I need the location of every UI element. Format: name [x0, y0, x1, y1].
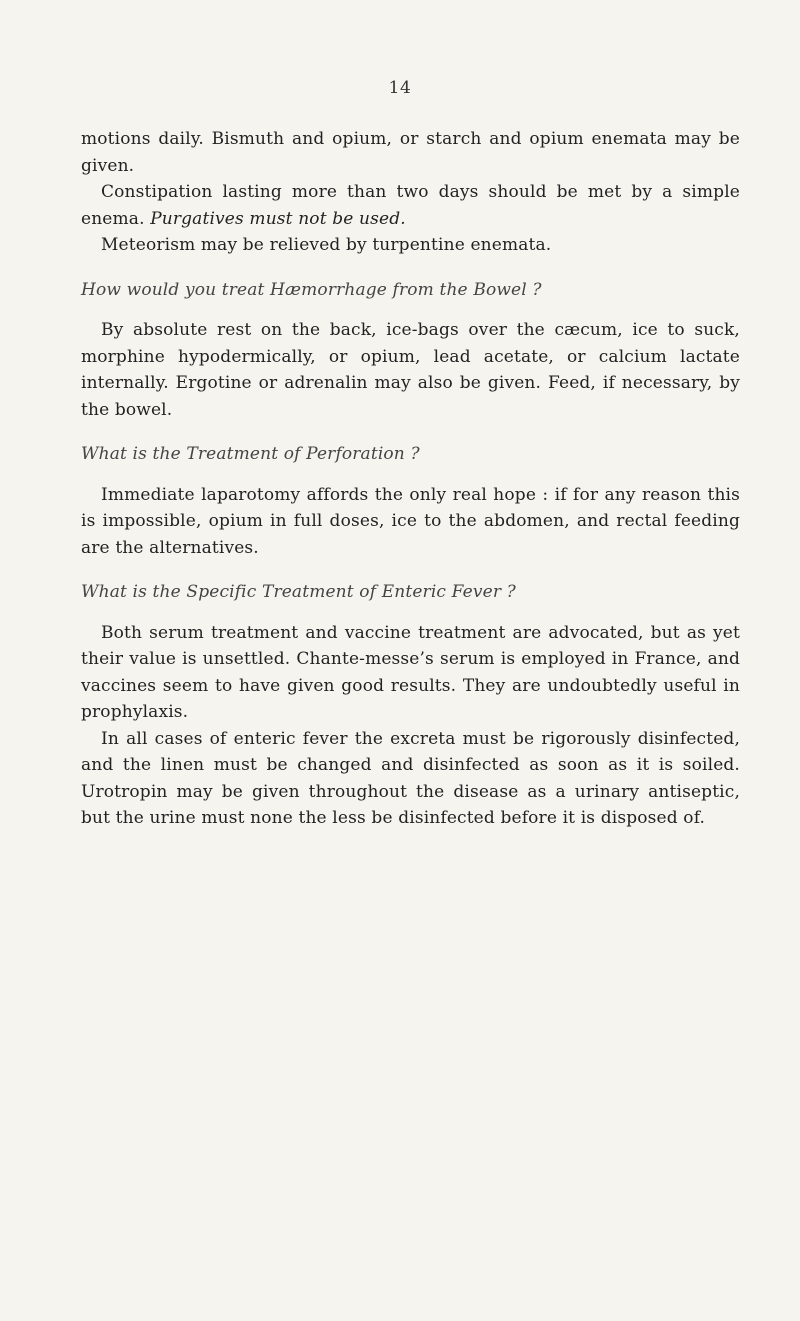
- question-perforation: What is the Treatment of Perforation ?: [81, 444, 420, 464]
- constipation-text: Constipation lasting more than two days should be met by a simple enema.: [81, 182, 740, 229]
- intro-paragraph-1: motions daily. Bismuth and opium, or starch and opium enemata may be given.: [81, 129, 740, 176]
- answer-haemorrhage: By absolute rest on the back, ice-bags over the cæcum, ice to suck, morphine hypodermically, or opium, lead acetate, or calcium lactate internally. Ergotine or adrenalin may also be given. Feed, if necessary, by the bowel.: [81, 320, 740, 420]
- answer-perforation: Immediate laparotomy affords the only real hope : if for any reason this is impossible, opium in full doses, ice to the abdomen, and rectal feeding are the alternatives.: [81, 484, 740, 558]
- section-haemorrhage: [81, 277, 740, 424]
- answer-specific-treatment: Both serum treatment and vaccine treatment are advocated, but as yet their value is unsettled. Chante-messe’s serum is employed in France, and vaccines seem to have given good results. They are undoubtedly useful in prophylaxis.: [81, 622, 740, 722]
- section-perforation: [81, 441, 740, 561]
- question-specific-treatment: What is the Specific Treatment of Enteric Fever ?: [81, 582, 516, 602]
- page-number: 14: [388, 78, 412, 98]
- purgatives-warning: Purgatives must not be used.: [150, 208, 406, 229]
- answer-disinfection: In all cases of enteric fever the excreta must be rigorously disinfected, and the linen must be changed and disinfected as soon as it is soiled. Urotropin may be given throughout the disease as a urinary antiseptic, but the urine must none the less be disinfected before it is disposed of.: [81, 728, 740, 828]
- intro-paragraph-3: Meteorism may be relieved by turpentine enemata.: [101, 235, 552, 255]
- question-haemorrhage: How would you treat Hæmorrhage from the Bowel ?: [81, 279, 542, 300]
- page-content: [81, 126, 740, 832]
- intro-paragraph-2: [81, 179, 740, 232]
- section-specific-treatment: [81, 579, 740, 832]
